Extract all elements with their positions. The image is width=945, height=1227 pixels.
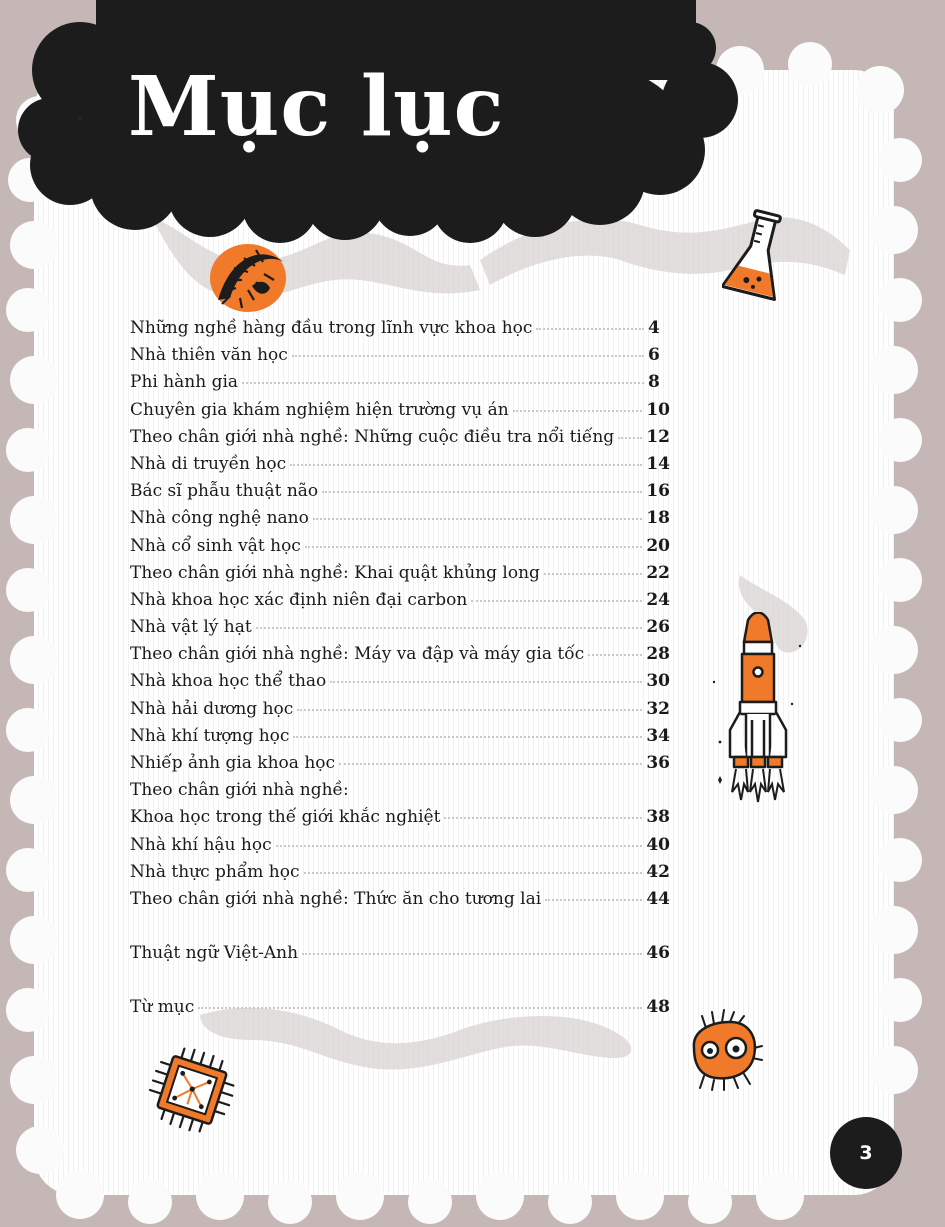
toc-page-number: 42 [646, 861, 670, 882]
toc-page-number: 18 [646, 508, 670, 529]
dot-leader [276, 845, 643, 847]
toc-entry-label: Nhà công nghệ nano [130, 508, 309, 529]
toc-page-number: 38 [646, 807, 670, 828]
dot-leader [256, 627, 643, 629]
toc-entry[interactable] [130, 671, 670, 698]
page-title: Mục lục [128, 59, 505, 155]
flask-icon [722, 208, 792, 308]
toc-entry[interactable] [130, 590, 670, 617]
toc-entry-label: Nhà thiên văn học [130, 345, 288, 366]
toc-page-number: 44 [646, 888, 670, 909]
toc-entry[interactable] [130, 617, 670, 644]
toc-page-number: 6 [648, 345, 660, 366]
toc-entry-label: Theo chân giới nhà nghề: Khai quật khủng long [130, 562, 540, 583]
toc-entry-label: Nhà khí tượng học [130, 725, 290, 746]
toc-page-number: 32 [646, 698, 670, 719]
toc-entry-label: Chuyên gia khám nghiệm hiện trường vụ án [130, 399, 509, 420]
toc-entry[interactable] [130, 427, 670, 454]
toc-page-number: 20 [646, 535, 670, 556]
toc-entry[interactable] [130, 807, 670, 834]
toc-entry[interactable] [130, 835, 670, 862]
dot-leader [292, 355, 644, 357]
toc-entry[interactable] [130, 345, 670, 372]
rocket-icon [708, 612, 808, 807]
toc-entry[interactable] [130, 318, 670, 345]
dot-leader [544, 573, 642, 575]
toc-entry-label: Theo chân giới nhà nghề: Những cuộc điều tra nổi tiếng [130, 426, 615, 447]
toc-entry[interactable] [130, 454, 670, 481]
toc-page-number: 30 [646, 671, 670, 692]
dot-leader [293, 736, 642, 738]
dot-leader [322, 491, 642, 493]
toc-entry-label: Nhà vật lý hạt [130, 617, 252, 638]
dot-leader [198, 1007, 642, 1009]
dot-leader [588, 654, 642, 656]
dot-leader [330, 681, 642, 683]
toc-entry[interactable] [130, 372, 670, 399]
dot-leader [444, 817, 642, 819]
toc-page-number: 26 [646, 617, 670, 638]
toc-entry[interactable] [130, 780, 670, 807]
dot-leader [304, 872, 643, 874]
toc-page-number: 12 [646, 426, 670, 447]
table-of-contents [130, 318, 670, 1025]
toc-entry-label: Phi hành gia [130, 372, 239, 393]
page-number: 3 [859, 1142, 873, 1164]
toc-page-number: 10 [646, 399, 670, 420]
dot-leader [339, 763, 642, 765]
toc-page-number: 24 [646, 589, 670, 610]
toc-page-number: 22 [646, 562, 670, 583]
bacteria-icon [682, 1008, 764, 1092]
microchip-icon [142, 1043, 242, 1138]
toc-entry[interactable] [130, 699, 670, 726]
toc-entry-label: Từ mục [130, 997, 195, 1018]
toc-spacer [130, 916, 670, 943]
dot-leader [618, 437, 642, 439]
dot-leader [297, 709, 642, 711]
page-number-badge [830, 1117, 902, 1189]
toc-entry[interactable] [130, 889, 670, 916]
toc-entry-label: Nhà hải dương học [130, 698, 294, 719]
toc-entry[interactable] [130, 536, 670, 563]
toc-entry[interactable] [130, 644, 670, 671]
toc-page-number: 4 [648, 318, 660, 338]
toc-page-number: 36 [646, 753, 670, 773]
toc-page-number: 34 [646, 725, 670, 746]
toc-spacer [130, 970, 670, 997]
toc-entry-label: Thuật ngữ Việt-Anh [130, 943, 299, 964]
toc-entry[interactable] [130, 508, 670, 535]
dot-leader [305, 546, 642, 548]
toc-page-number: 16 [646, 481, 670, 502]
toc-entry-label: Bác sĩ phẫu thuật não [130, 481, 319, 502]
toc-entry[interactable] [130, 400, 670, 427]
toc-page-number: 40 [646, 834, 670, 855]
dot-leader [471, 600, 642, 602]
toc-entry-glossary[interactable] [130, 943, 670, 970]
dot-leader [513, 410, 643, 412]
dot-leader [290, 464, 642, 466]
toc-entry[interactable] [130, 753, 670, 780]
toc-entry[interactable] [130, 481, 670, 508]
toc-entry-label: Nhà khoa học thể thao [130, 671, 327, 692]
toc-entry-label: Nhà thực phẩm học [130, 861, 300, 882]
toc-entry-label: Theo chân giới nhà nghề: Thức ăn cho tương lai [130, 888, 542, 909]
toc-entry-label: Theo chân giới nhà nghề: Máy va đập và máy gia tốc [130, 644, 585, 665]
dot-leader [242, 382, 644, 384]
toc-entry-label: Nhiếp ảnh gia khoa học [130, 753, 336, 773]
toc-entry[interactable] [130, 862, 670, 889]
toc-page-number: 8 [648, 372, 660, 393]
toc-entry-label: Khoa học trong thế giới khắc nghiệt [130, 807, 441, 828]
dot-leader [545, 899, 642, 901]
toc-entry[interactable] [130, 563, 670, 590]
toc-page-number: 46 [646, 943, 670, 964]
toc-page-number: 48 [646, 997, 670, 1018]
toc-page-number: 28 [646, 644, 670, 665]
dot-leader [302, 953, 642, 955]
toc-entry-label: Theo chân giới nhà nghề: [130, 780, 349, 801]
toc-entry-label: Nhà cổ sinh vật học [130, 535, 301, 556]
dot-leader [313, 518, 642, 520]
toc-entry-label: Nhà di truyền học [130, 453, 287, 474]
trilobite-icon [200, 238, 292, 318]
toc-entry-label: Nhà khoa học xác định niên đại carbon [130, 589, 468, 610]
toc-page-number: 14 [646, 453, 670, 474]
toc-entry-label: Những nghề hàng đầu trong lĩnh vực khoa học [130, 318, 533, 338]
toc-entry-index[interactable] [130, 997, 670, 1024]
toc-entry-label: Nhà khí hậu học [130, 834, 272, 855]
dot-leader [536, 328, 644, 330]
toc-entry[interactable] [130, 726, 670, 753]
